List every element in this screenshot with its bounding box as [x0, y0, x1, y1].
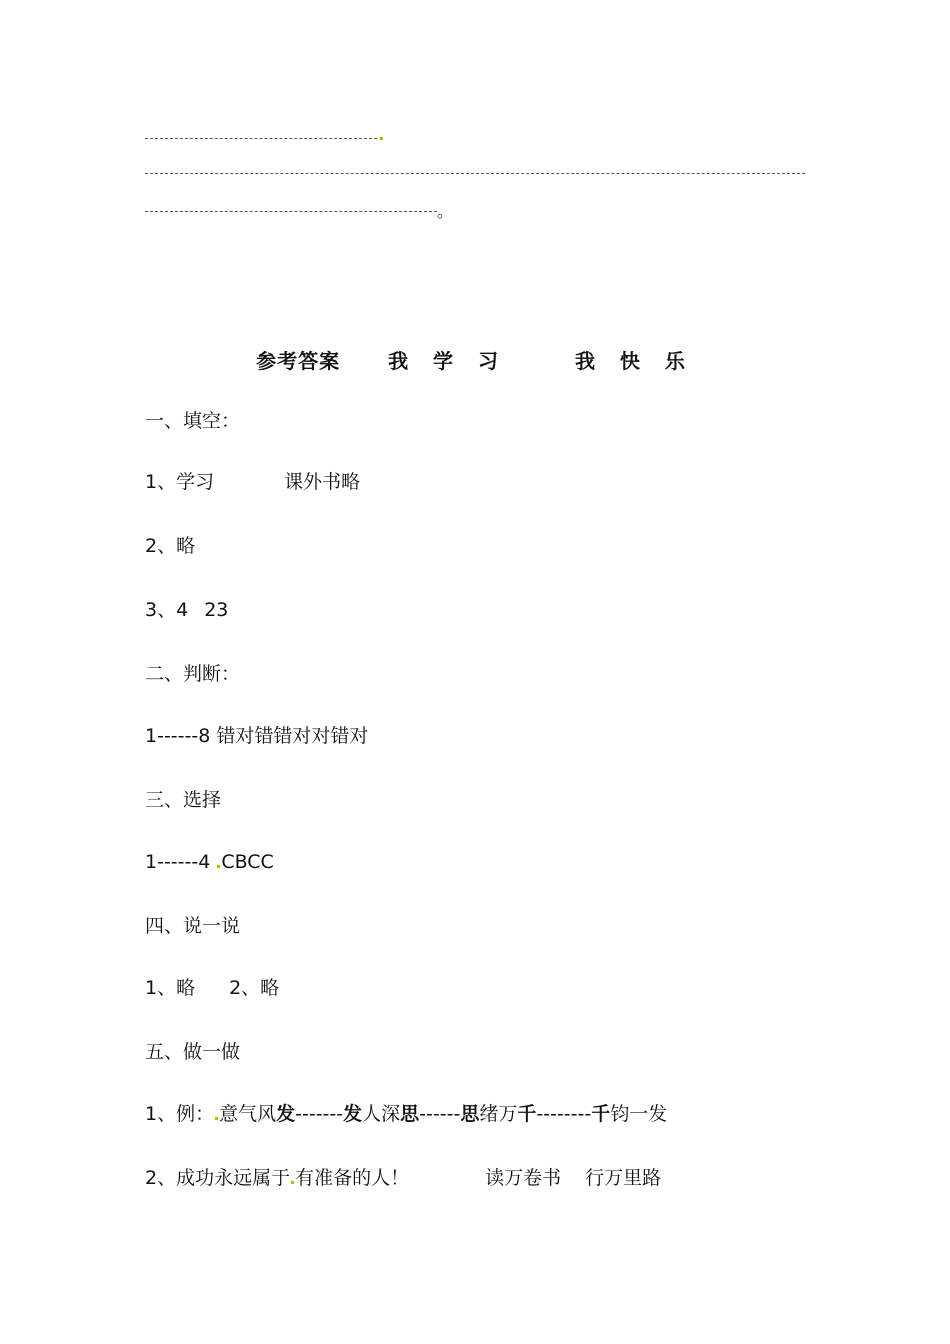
title-part1: 参考答案: [256, 349, 341, 373]
s3-l1a: 1------4: [145, 851, 211, 873]
title-part2: 我 学 习: [388, 349, 507, 373]
s5-line-1: [145, 1102, 667, 1126]
dashed-line-1: [145, 138, 377, 139]
dashed-line-3: [145, 211, 437, 212]
s5-l1-d1: -------: [295, 1103, 344, 1125]
s5-l1-b1: 发: [276, 1103, 296, 1125]
s1-l3a: 3、4: [145, 599, 189, 621]
s5-l2-c: 读万卷书: [485, 1167, 562, 1189]
s5-l1-b2: 发: [343, 1103, 363, 1125]
s1-l1a: 1、学习: [145, 471, 215, 493]
s4-l1b: 2、略: [229, 977, 280, 999]
s5-l1-t2: 人深: [362, 1103, 401, 1125]
title-part3: 我 快 乐: [574, 349, 694, 373]
highlight-dot: [291, 1181, 294, 1184]
section-2-heading: 二、判断：: [145, 663, 241, 685]
s5-l1-b6: 千: [591, 1103, 611, 1125]
s4-line-1: [145, 976, 279, 1000]
s1-line-1: [145, 470, 360, 494]
s4-l1a: 1、略: [145, 977, 196, 999]
dashed-line-2: [145, 173, 805, 174]
s5-l1-b5: 千: [517, 1103, 537, 1125]
section-5-heading: 五、做一做: [145, 1041, 241, 1063]
s1-line-2: 2、略: [145, 535, 196, 557]
end-mark: 。: [437, 202, 454, 221]
s5-l1-t1: 意气风: [219, 1103, 277, 1125]
s5-l1-b4: 思: [460, 1103, 480, 1125]
s5-l1-d3: --------: [536, 1103, 592, 1125]
highlight-dot: [217, 865, 220, 868]
s1-l1b: 课外书略: [284, 471, 361, 493]
section-4-heading: 四、说一说: [145, 915, 241, 937]
s5-l1-b3: 思: [400, 1103, 420, 1125]
s3-line-1: [145, 850, 274, 874]
page-title: [0, 345, 950, 374]
s1-line-3: [145, 598, 228, 622]
s5-l1-t4: 钧一发: [610, 1103, 668, 1125]
s3-l1b: CBCC: [221, 851, 274, 873]
s5-l2-d: 行万里路: [585, 1167, 662, 1189]
section-3-heading: 三、选择: [145, 789, 222, 811]
s2-line-1: 1------8 错对错错对对错对: [145, 725, 369, 747]
s5-l2-b: 有准备的人！: [295, 1167, 410, 1189]
highlight-dot: [215, 1117, 218, 1120]
highlight-dot: [380, 137, 383, 140]
s5-l1-d2: ------: [419, 1103, 461, 1125]
s5-l1-prefix: 1、例：: [145, 1103, 215, 1125]
s1-l3b: 23: [204, 599, 229, 621]
section-1-heading: 一、填空：: [145, 410, 241, 432]
s5-l1-t3: 绪万: [479, 1103, 518, 1125]
s5-l2-a: 2、成功永远属于: [145, 1167, 291, 1189]
s5-line-2: [145, 1166, 661, 1190]
